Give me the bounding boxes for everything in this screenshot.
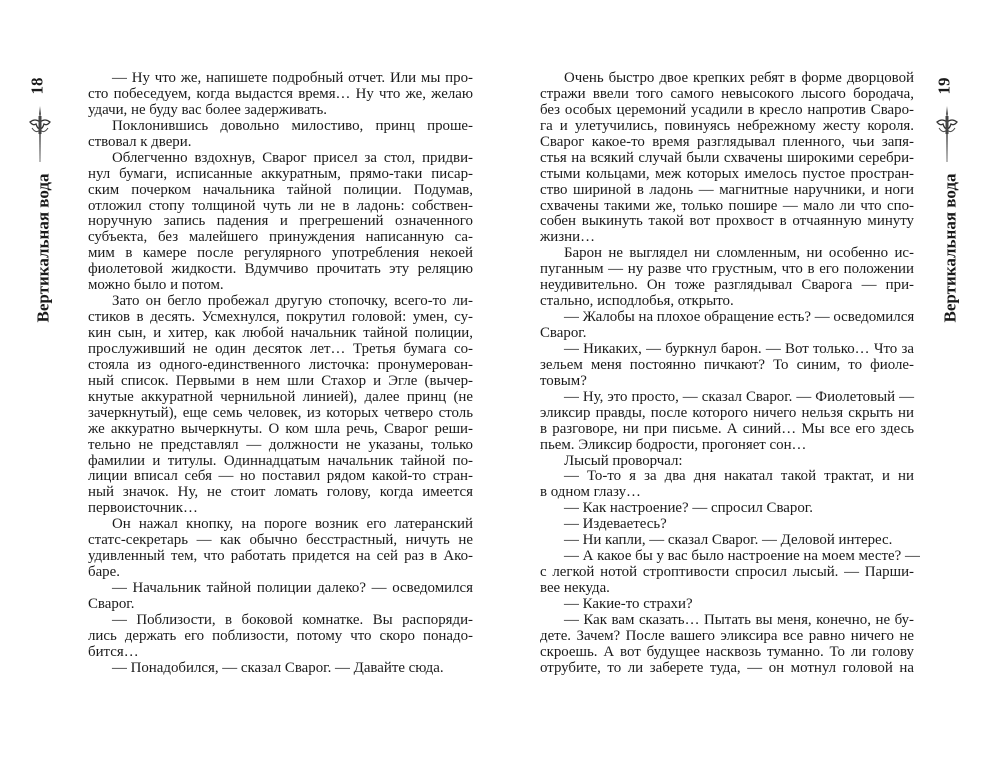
text-line: можно было и потом. <box>88 277 224 294</box>
text-line: — То-то я за два дня накатал такой трактат, и ни <box>564 468 914 485</box>
right-page-body <box>540 70 920 677</box>
text-line: эликсир правды, после которого ничего нельзя скрыть ни <box>540 404 914 421</box>
text-line: ство шириной в ладонь — магнитные наручники, и ноги <box>540 181 914 198</box>
text-line: пуганным — ну разве что грустным, что в его положении <box>540 261 914 278</box>
paragraph <box>540 517 914 533</box>
text-line: Барон не выглядел ни сломленным, ни особенно ис- <box>564 245 914 262</box>
paragraph <box>540 533 914 549</box>
paragraph <box>540 246 914 310</box>
text-line: мим в камере после регулярного употребления некоей <box>88 245 473 262</box>
text-line: — Ну, это просто, — сказал Сварог. — Фиолетовый — <box>564 388 914 405</box>
text-line: фиолетовой жидкости. Вдумчиво прочитать эту реляцию <box>88 261 473 278</box>
text-line: — Понадобился, — сказал Сварог. — Давайте сюда. <box>112 659 444 676</box>
text-line: ный значок. Ну, не стоит ломать голову, когда имеется <box>88 484 473 501</box>
paragraph <box>540 501 914 517</box>
paragraph <box>88 613 473 661</box>
text-line: отрубите, то ли заберете туда, — он мотнул головой на <box>540 659 914 676</box>
text-line: схвачены такими же, только пошире — мало ли что спо- <box>540 197 914 214</box>
text-line: кнутые аккуратной чернильной линией), далее принц (не <box>88 388 473 405</box>
text-line: сто побеседуем, когда выдастся время… Ну что же, желаю <box>88 85 473 102</box>
text-line: прослуживший не один десяток лет… Третья бумага со- <box>88 340 473 357</box>
paragraph <box>540 454 914 470</box>
text-line: — Жалобы на плохое обращение есть? — осведомился <box>564 309 915 326</box>
running-title-right: Вертикальная вода <box>940 173 960 323</box>
text-line: нул бумаги, исписанные аккуратным, прямо-таки писар- <box>88 165 473 182</box>
text-line: отложил стопу толщиной чуть ли не в ладонь: собствен- <box>88 197 473 214</box>
text-line: — Какие-то страхи? <box>564 595 693 612</box>
paragraph <box>540 469 914 501</box>
text-line: — А какое бы у вас было настроение на моем месте? — <box>564 548 920 565</box>
text-line: фамилии и титулы. Одиннадцатым начальник тайной по- <box>88 452 473 469</box>
right-running-header <box>930 70 960 330</box>
text-line: бится… <box>88 643 139 660</box>
text-line: удачи, не буду вас более задерживать. <box>88 101 327 118</box>
paragraph <box>88 661 473 677</box>
text-line: жизни… <box>540 229 595 246</box>
text-line: зачеркнутый), еще семь человек, из которых четверо столь <box>88 404 473 421</box>
running-title-left: Вертикальная вода <box>33 173 53 323</box>
text-line: стражи ввели того самого невысокого лысого бородача, <box>540 85 914 102</box>
text-line: кин сын, и хитер, как любой начальник тайной полиции, <box>88 325 473 341</box>
text-line: с легкой нотой строптивости спросил лысый. — Парши- <box>540 564 914 581</box>
text-line: — Как настроение? — спросил Сварог. <box>564 500 813 517</box>
text-line: Сварог. <box>540 325 587 341</box>
text-line: Облегченно вздохнув, Сварог присел за стол, придви- <box>112 149 473 166</box>
text-line: статс-секретарь — как обычно бесстрастный, ничуть не <box>88 532 473 549</box>
paragraph <box>540 548 920 597</box>
text-line: неудивительно. Он тоже разглядывал Сварога — при- <box>540 277 914 294</box>
text-line: — Издеваетесь? <box>564 516 667 533</box>
text-line: — Ну что же, напишете подробный отчет. Или мы про- <box>112 70 473 86</box>
paragraph <box>540 71 914 246</box>
text-line: ским почерком начальника тайной полиции. Подумав, <box>88 181 473 198</box>
text-line: товым? <box>540 372 587 389</box>
text-line: лиции вписал себя — но поставил рядом какой-то стран- <box>88 468 473 485</box>
text-line: в разговоре, ни при письме. А синий… Мы все его здесь <box>540 420 914 437</box>
text-line: в одном глазу… <box>540 484 641 501</box>
text-line: Зато он бегло пробежал другую стопочку, всего-то ли- <box>112 293 473 310</box>
dagger-ornament-icon <box>934 106 960 164</box>
text-line: Он нажал кнопку, на пороге возник его латеранский <box>112 516 473 533</box>
text-line: удивленный тем, что работать придется на сей раз в Ако- <box>88 548 473 565</box>
text-line: га и улетучились, повинуясь небрежному жесту короля. <box>540 117 914 134</box>
text-line: стояла из одного-единственного листочка: пронумерован- <box>88 356 473 373</box>
paragraph <box>540 613 914 677</box>
paragraph <box>88 119 473 151</box>
paragraph <box>88 581 473 613</box>
paragraph <box>540 342 914 390</box>
paragraph <box>540 310 914 342</box>
left-page-body <box>88 71 473 677</box>
text-line: дете. Зачем? После вашего эликсира все равно ничего не <box>540 627 914 644</box>
text-line: Лысый проворчал: <box>564 452 683 469</box>
text-line: — Начальник тайной полиции далеко? — осведомился <box>112 580 473 596</box>
text-line: стыми кольцами, меж которых имелось пустое простран- <box>540 165 914 182</box>
left-running-header <box>25 70 55 330</box>
text-line: стья на всякий случай были схвачены широкими серебри- <box>540 149 914 166</box>
paragraph <box>540 390 914 454</box>
text-line: Сварог. <box>88 595 135 612</box>
paragraph <box>88 294 473 517</box>
text-line: скроешь. А вот будущее насквозь туманно. То ли голову <box>540 643 914 660</box>
paragraph <box>88 517 473 581</box>
text-line: тельно не представлял — должности не указаны, только <box>88 436 473 453</box>
text-line: Очень быстро двое крепких ребят в форме дворцовой <box>564 70 914 86</box>
text-line: стиков в десять. Усмехнулся, покрутил головой: умен, су- <box>88 309 473 326</box>
text-line: Сварог какое-то время разглядывал пленного, чьи запя- <box>540 133 914 150</box>
text-line: — Никаких, — буркнул барон. — Вот только… Что за <box>564 340 914 357</box>
text-line: вее некуда. <box>540 580 610 596</box>
text-line: без особых церемоний усадили в кресло напротив Сваро- <box>540 101 914 118</box>
text-line: стально, исподлобья, открыто. <box>540 293 734 310</box>
text-line: субъекта, без малейшего принуждения написанную са- <box>88 229 473 246</box>
text-line: ствовал к двери. <box>88 133 192 150</box>
text-line: лись держать его поблизости, потому что скоро понадо- <box>88 627 473 644</box>
text-line: — Ни капли, — сказал Сварог. — Деловой интерес. <box>564 532 893 549</box>
dagger-ornament-icon <box>27 106 53 164</box>
text-line: баре. <box>88 564 120 581</box>
text-line: Поклонившись довольно милостиво, принц проше- <box>112 117 473 134</box>
text-line: первоисточник… <box>88 500 198 517</box>
text-line: же аккуратно вычеркнуты. О ком шла речь, Сварог реши- <box>88 420 473 437</box>
paragraph <box>88 151 473 294</box>
page-number-left: 18 <box>27 77 47 95</box>
paragraph <box>540 597 914 613</box>
paragraph <box>88 71 473 119</box>
text-line: пьем. Эликсир бодрости, прогоняет сон… <box>540 436 807 453</box>
text-line: норучную запись падения и прегрешений означенного <box>88 213 473 230</box>
text-line: — Как вам сказать… Пытать вы меня, конечно, не бу- <box>564 611 914 628</box>
text-line: зельем меня постоянно пичкают? То синим, то фиоле- <box>540 356 914 373</box>
text-line: — Поблизости, в боковой комнатке. Вы распоряди- <box>112 611 473 628</box>
text-line: собен выкинуть такой вот прохвост в отчаянную минуту <box>540 213 914 230</box>
text-line: ный список. Первыми в нем шли Стахор и Эгле (вычер- <box>88 372 473 389</box>
page-number-right: 19 <box>934 77 954 95</box>
